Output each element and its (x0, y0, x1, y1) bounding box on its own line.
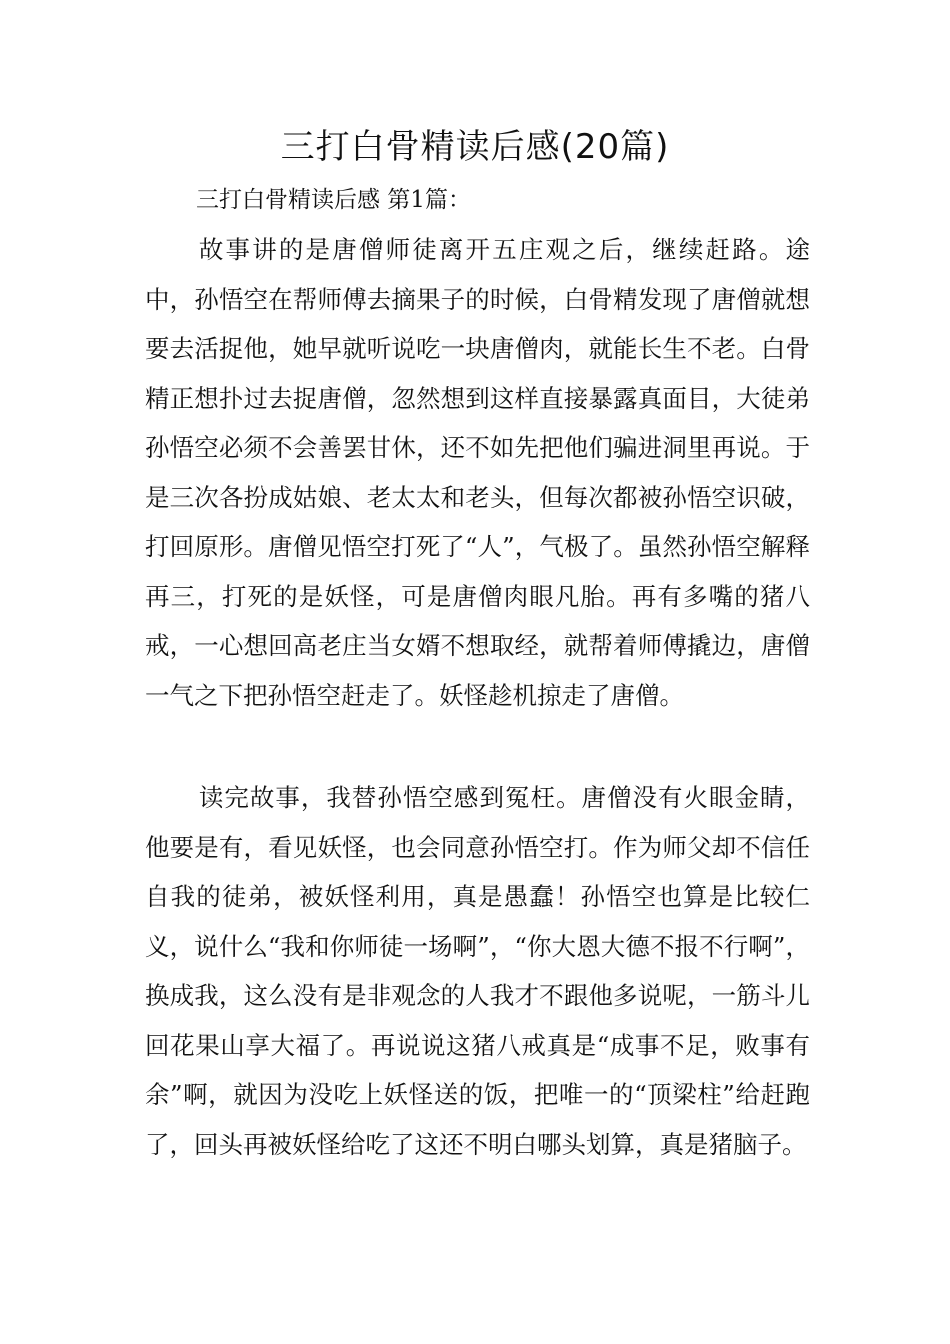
document-title: 三打白骨精读后感(20篇) (280, 127, 670, 167)
body-paragraph-1: 故事讲的是唐僧师徒离开五庄观之后，继续赶路。途中，孙悟空在帮师傅去摘果子的时候，白骨精发现了唐僧就想要去活捉他，她早就听说吃一块唐僧肉，就能长生不老。白骨精正想扑过去捉唐僧，忽然想到这样直接暴露真面目，大徒弟孙悟空必须不会善罢甘休，还不如先把他们骗进洞里再说。于是三次各扮成姑娘、老太太和老头，但每次都被孙悟空识破，打回原形。唐僧见悟空打死了“人”，气极了。虽然孙悟空解释再三，打死的是妖怪，可是唐僧肉眼凡胎。再有多嘴的猪八戒，一心想回高老庄当女婿不想取经，就帮着师傅撬边，唐僧一气之下把孙悟空赶走了。妖怪趁机掠走了唐僧。 (145, 235, 810, 710)
section-heading: 三打白骨精读后感 第1篇： (196, 187, 471, 213)
body-paragraph-2: 读完故事，我替孙悟空感到冤枉。唐僧没有火眼金睛，他要是有，看见妖怪，也会同意孙悟空打。作为师父却不信任自我的徒弟，被妖怪利用，真是愚蠢！孙悟空也算是比较仁义，说什么“我和你师徒一场啊”，“你大恩大德不报不行啊”，换成我，这么没有是非观念的人我才不跟他多说呢，一筋斗儿回花果山享大福了。再说说这猪八戒真是“成事不足，败事有余”啊，就因为没吃上妖怪送的饭，把唯一的“顶梁柱”给赶跑了，回头再被妖怪给吃了这还不明白哪头划算，真是猪脑子。 (145, 783, 810, 1159)
